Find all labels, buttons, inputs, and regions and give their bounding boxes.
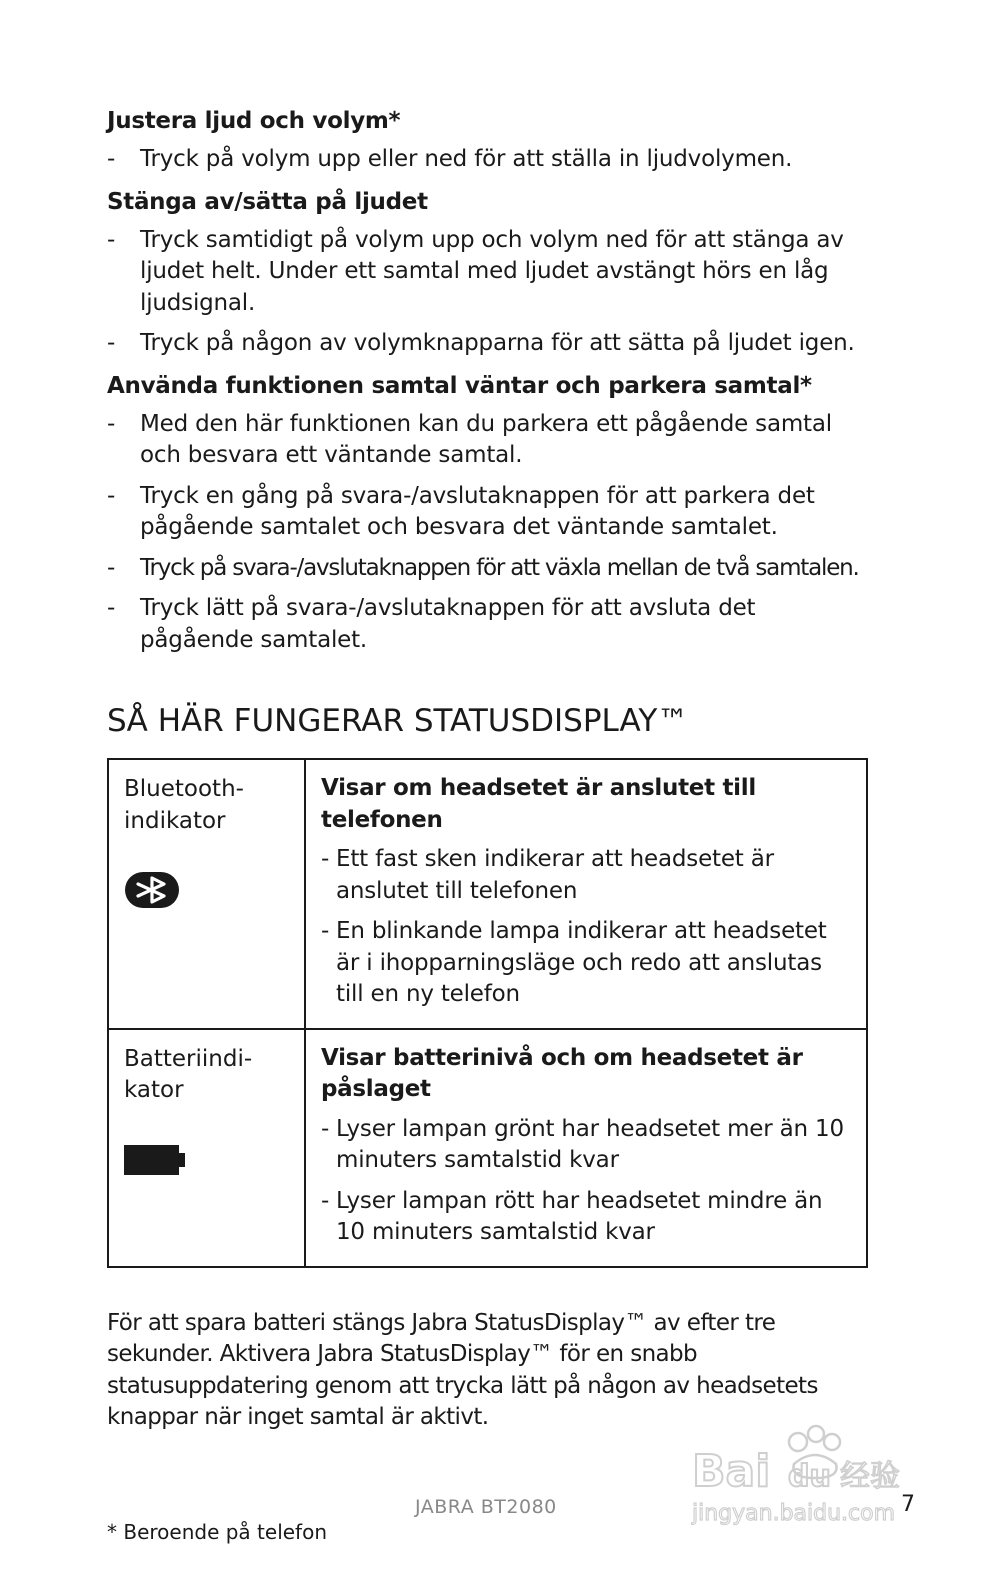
- bluetooth-label-cell: [108, 759, 305, 1029]
- row-title: Visar om headsetet är anslutet till telefonen: [321, 775, 756, 833]
- battery-desc-list: [321, 1114, 854, 1249]
- list-item: - Tryck på någon av volymknapparna för att sätta på ljudet igen.: [107, 328, 869, 360]
- battery-label-cell: [108, 1029, 305, 1267]
- bluetooth-desc-cell: [305, 759, 867, 1029]
- mute-list: [107, 225, 869, 360]
- call-waiting-list: [107, 409, 869, 657]
- row-label-line: kator: [124, 1077, 184, 1103]
- row-label-line: indikator: [124, 807, 226, 834]
- baidu-watermark-logo: [690, 1420, 915, 1535]
- list-item: - En blinkande lampa indikerar att headsetet är i ihopparningsläge och redo att anslutas till en ny telefon: [321, 916, 854, 1011]
- list-item: - Tryck lätt på svara-/avslutaknappen för att avsluta det pågående samtalet.: [107, 593, 869, 656]
- footer-brand: JABRA BT2080: [415, 1496, 557, 1518]
- table-row: [108, 759, 867, 1029]
- battery-desc-cell: [305, 1029, 867, 1267]
- svg-text:jingyan.baidu.com: jingyan.baidu.com: [692, 1501, 896, 1526]
- row-label-line: Batteriindi-: [124, 1045, 253, 1072]
- status-note: För att spara batteri stängs Jabra StatusDisplay™ av efter tre sekunder. Aktivera Jabra StatusDisplay™ för en snabb statusuppdatering genom att trycka lätt på någon av headsetets knappar när inget samtal är aktivt.: [107, 1309, 818, 1430]
- battery-icon: [124, 1143, 186, 1177]
- volume-list: [107, 144, 869, 176]
- svg-text:Bai: Bai: [692, 1446, 771, 1497]
- heading-volume: Justera ljud och volym*: [107, 108, 401, 134]
- list-item: - Lyser lampan rött har headsetet mindre än 10 minuters samtalstid kvar: [321, 1186, 854, 1249]
- heading-mute: Stänga av/sätta på ljudet: [107, 188, 428, 215]
- page-content: [107, 104, 869, 1434]
- row-label-line: Bluetooth-: [124, 776, 244, 802]
- list-item: - Tryck på svara-/avslutaknappen för att växla mellan de två samtalen.: [107, 553, 869, 585]
- bluetooth-icon: [124, 871, 180, 909]
- list-item: - Ett fast sken indikerar att headsetet är anslutet till telefonen: [321, 844, 854, 907]
- status-table: [107, 758, 868, 1268]
- list-item: - Tryck samtidigt på volym upp och volym ned för att stänga av ljudet helt. Under ett samtal med ljudet avstängt hörs en låg ljudsignal.: [107, 225, 869, 320]
- svg-text:du: du: [788, 1459, 831, 1494]
- bluetooth-desc-list: [321, 844, 854, 1011]
- page-number: 7: [901, 1492, 915, 1517]
- list-item: - Tryck på volym upp eller ned för att ställa in ljudvolymen.: [107, 144, 869, 176]
- row-title: Visar batterinivå och om headsetet är påslaget: [321, 1044, 803, 1102]
- heading-call-waiting: Använda funktionen samtal väntar och parkera samtal*: [107, 372, 812, 399]
- status-display-title: SÅ HÄR FUNGERAR STATUSDISPLAY™: [107, 703, 689, 739]
- list-item: - Tryck en gång på svara-/avslutaknappen för att parkera det pågående samtalet och besvara det väntande samtalet.: [107, 481, 869, 544]
- list-item: - Med den här funktionen kan du parkera ett pågående samtal och besvara ett väntande samtal.: [107, 409, 869, 472]
- footnote: * Beroende på telefon: [107, 1520, 328, 1544]
- table-row: [108, 1029, 867, 1267]
- list-item: - Lyser lampan grönt har headsetet mer än 10 minuters samtalstid kvar: [321, 1114, 854, 1177]
- svg-text:经验: 经验: [840, 1459, 900, 1494]
